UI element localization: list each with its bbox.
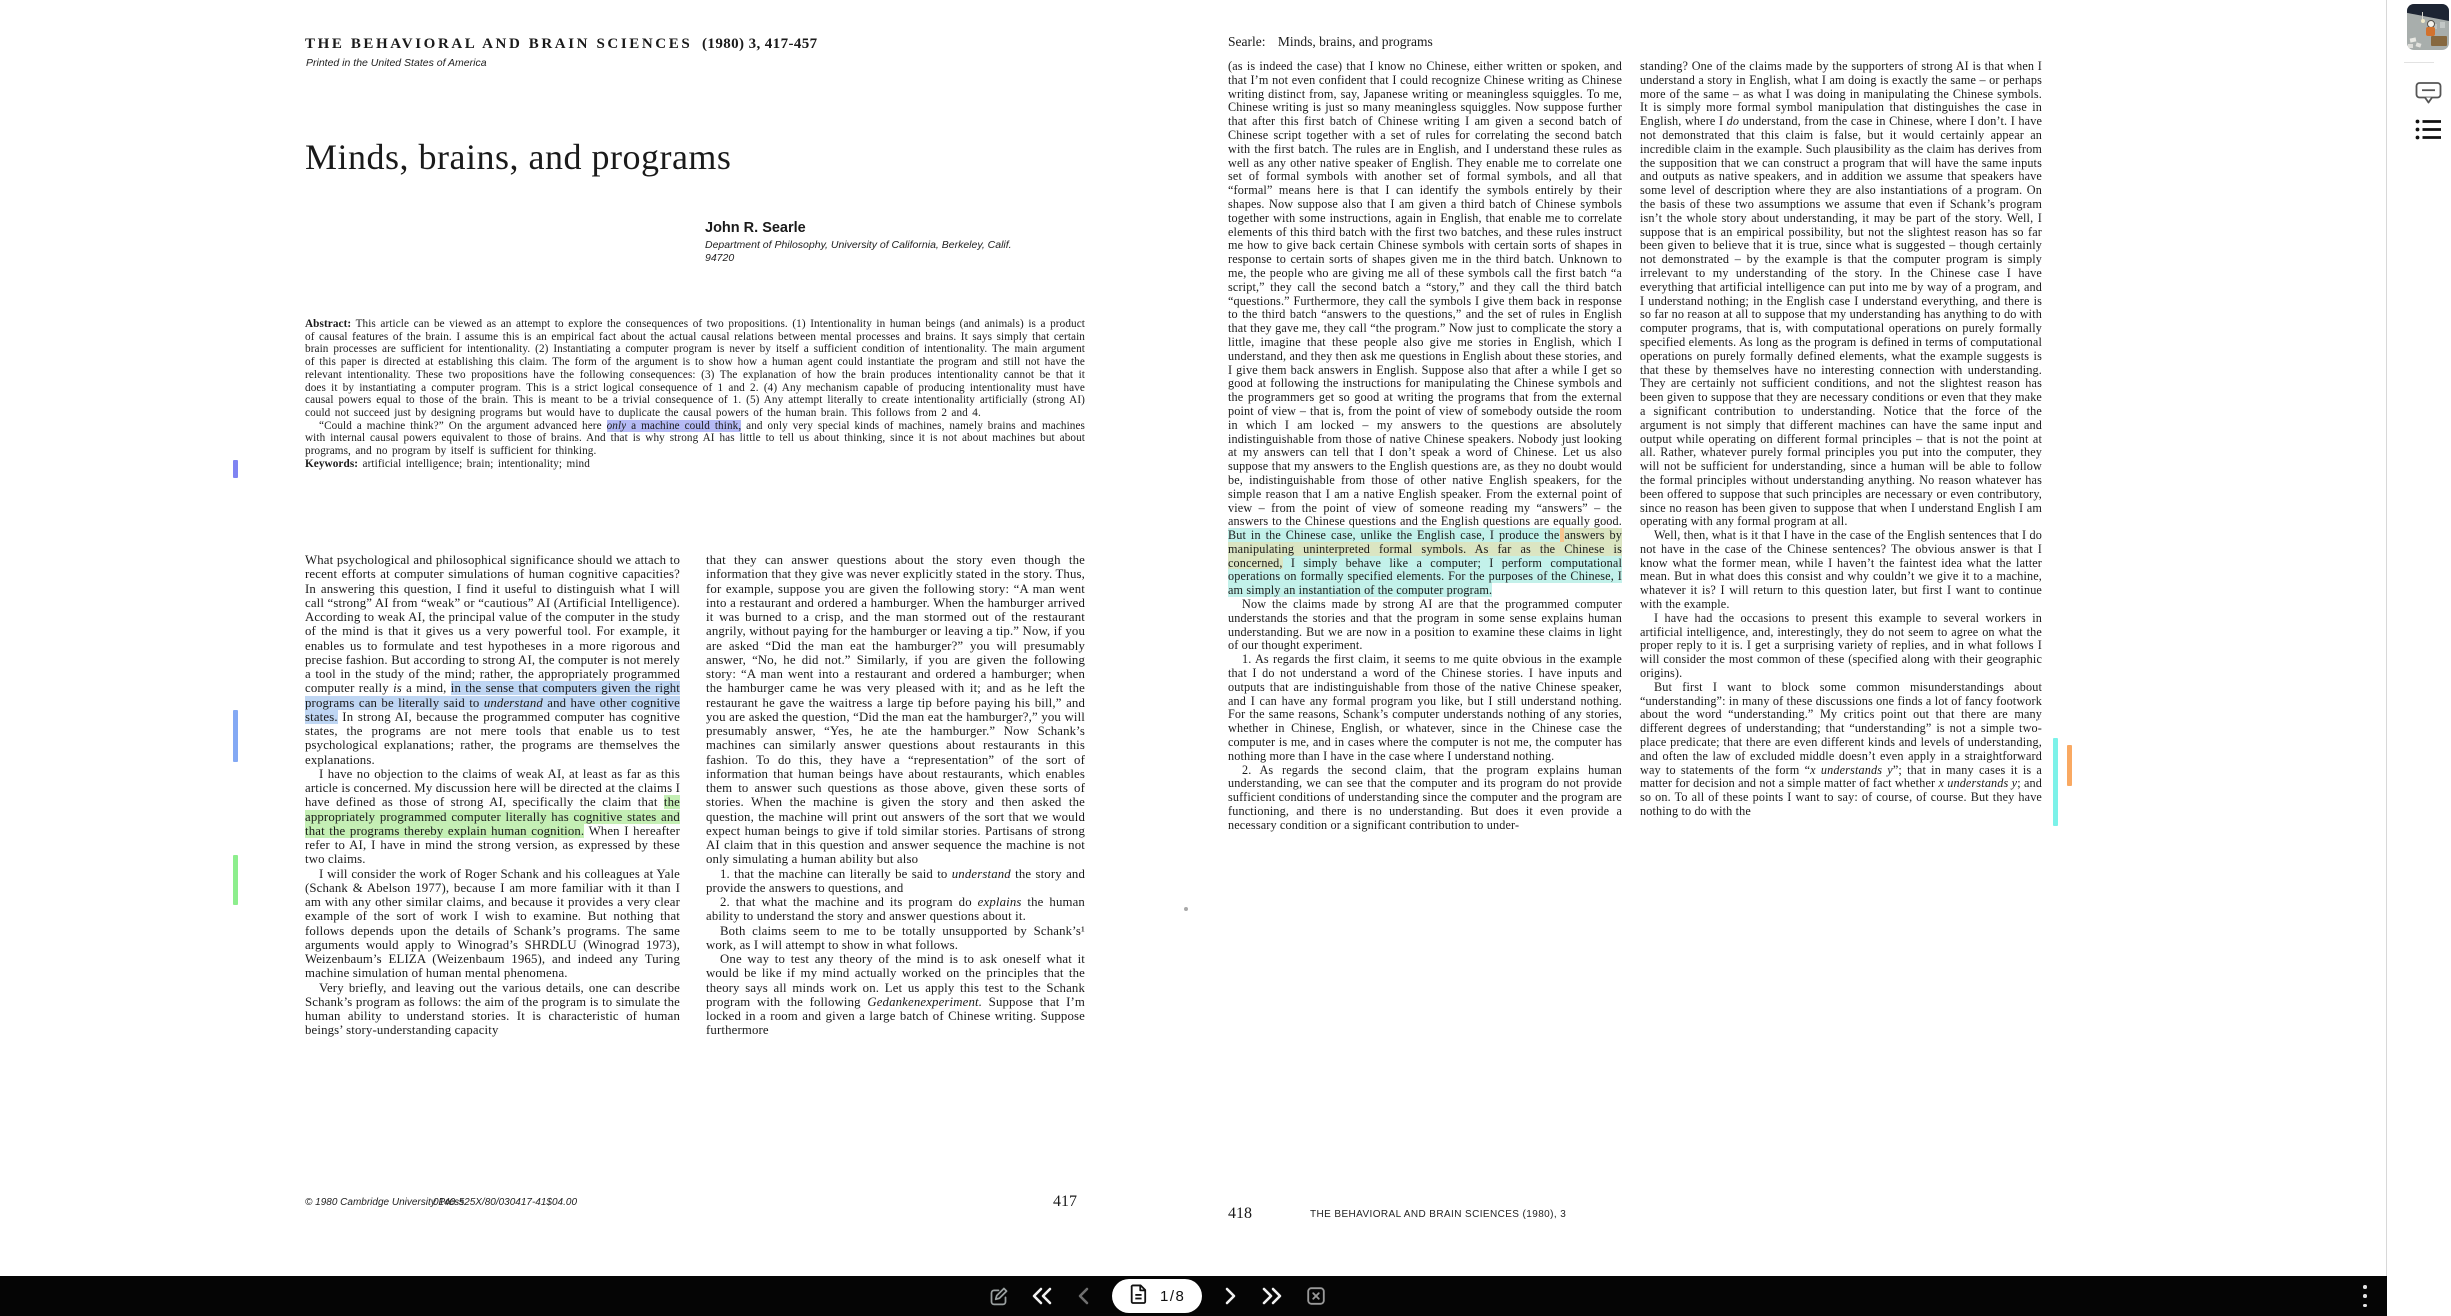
text-run: Gedankenexperiment. — [867, 994, 983, 1009]
paragraph — [706, 924, 1085, 953]
journal-header — [305, 36, 818, 53]
paragraph — [305, 553, 680, 767]
copyright-notice: © 1980 Cambridge University Press — [305, 1197, 465, 1208]
text-highlight-blue[interactable]: understand — [483, 695, 543, 710]
text-run: But first I want to block some common misunderstandings about “understanding”: in many of these discussions one finds a lot of fancy footwork about the word “understanding.” My critics point out that there are many different degrees of understanding; that “understanding” is not a simple two-place predicate; that there are even different kinds and levels of understanding, and often the law of excluded middle doesn’t even apply in a straightforward way to statements of the form “ — [1640, 679, 2042, 777]
scan-speck — [1184, 907, 1188, 911]
text-run: I have had the occasions to present this example to several workers in artificial intelligence, and, interestingly, they do not seem to agree on what the proper reply to it is. I get a surprising variety of replies, and in what follows I will consider the most common of these (specified along with their geographic origins). — [1640, 610, 2042, 681]
text-run: 2. that what the machine and its program do — [720, 895, 978, 909]
journal-issue: (1980) 3, 417-457 — [702, 36, 818, 52]
text-run: standing? One of the claims made by the supporters of strong AI is that when I understand a story in English, what I am doing is exactly the same – or perhaps more of the same – as what I was doing in manipulating the Chinese symbols. It is simply more formal symbol manipulation that distinguishes the case in English, where I — [1640, 59, 2042, 129]
page-document-icon — [1129, 1284, 1147, 1309]
document-page-417 — [305, 0, 1085, 1240]
paragraph — [1228, 598, 1622, 653]
margin-mark-cyan[interactable] — [2053, 738, 2058, 826]
comment-icon[interactable] — [2415, 80, 2442, 111]
text-run: Keywords: — [305, 457, 359, 470]
text-highlight-violet[interactable]: only — [606, 419, 627, 432]
article-title: Minds, brains, and programs — [305, 137, 732, 177]
text-run: understand, from the case in Chinese, where I don’t. I have not demonstrated that this claim is false, but it would certainly appear an incredible claim in the example. Such plausibility as the claim has derives from the supposition that we can construct a program that will have the same inputs and outputs as native speakers, and in addition we assume that speakers have some level of description where they are also instantiations of a program. On the basis of these two assumptions we assume that even if Schank’s program isn’t the whole story about understanding, it may be part of the story. Well, I suppose that is an empirical possibility, but not the slightest reason has so far been given to believe that it is true, since what is suggested – though certainly not demonstrated – by the example is that the computer program is simply irrelevant to my understanding of the story. In the Chinese case I have everything that artificial intelligence can put into me by way of a program, and I understand nothing; in the English case I understand everything, and there is so far no reason at all to suppose that my understanding has anything to do with computer programs, that is, with computational operations on purely formally specified elements. As long as the program is defined in terms of computational operations on purely formally defined elements, what the example suggests is that these by themselves have no interesting connection with understanding. They are certainly not sufficient conditions, and not the slightest reason has been given to suppose that they are necessary conditions or even that they make a significant contribution to understanding. Notice that the force of the argument is not simply that different machines can have the same input and output while operating on different formal principles – that is not the point at all. Rather, whatever purely formal principles you put into the computer, they will not be sufficient for understanding, since a human will be able to follow the formal principles without understanding anything. No reason whatever has been offered to suppose that such principles are necessary or even contributory, since no reason has been given to suppose that when I understand English I am operating with any formal program at all. — [1640, 114, 2043, 529]
text-run: a mind, — [401, 681, 451, 696]
text-run: that they can answer questions about the story even though the information that they give was never explicitly stated in the story. Thus, for example, suppose you are given the following story: “A man went into a restaurant and ordered a hamburger. When the hamburger arrived it was burned to a crisp, and the man stormed out of the restaurant angrily, without paying for the hamburger or leaving a tip.” Now, if you are asked “Did the man eat the hamburger?” you will presumably answer, “No, he did not.” Similarly, if you are given the following story: “A man went into a restaurant and ordered a hamburger; when the hamburger came he was very pleased with it; and as he left the restaurant he gave the waitress a large tip before paying his bill,” and you are asked the question, “Did the man eat the hamburger?,” you will presumably answer, “Yes, he ate the hamburger.” Now Schank’s machines can similarly answer questions about restaurants in this fashion. To do this, they have a “representation” of the sort of information that human beings have about restaurants, which enables them to answer such questions as those above, given these sorts of stories. When the machine is given the story and then asked the question, the machine will print out answers of the sort that we would expect human beings to give if told similar stories. Partisans of strong AI claim that in this question and answer sequence the machine is not only simulating a human ability but also — [706, 553, 1085, 867]
text-run: is — [393, 681, 402, 696]
paragraph — [1640, 60, 2042, 529]
text-highlight-blue[interactable]: in the sense that computers given the right programs can be literally said to — [305, 681, 680, 710]
column-2 — [706, 553, 1085, 1038]
text-run: understand — [951, 866, 1011, 881]
thumbnail-paper — [2410, 37, 2417, 42]
paragraph — [706, 553, 1085, 867]
text-run: Now the claims made by strong AI are that the programmed computer understands the stories and that the program in some sense explains human understanding. But we are now in a position to examine these claims in light of our thought experiment. — [1228, 597, 1622, 653]
abstract-block — [305, 318, 1085, 470]
text-run: In strong AI, because the programmed computer has cognitive states, the programs are not mere tools that enable us to test psychological explanations; rather, the programs are themselves the explanations. — [305, 709, 680, 767]
paragraph — [305, 767, 680, 867]
text-run: Suppose that I’m locked in a room and given a large batch of Chinese writing. Suppose furthermore — [706, 994, 1085, 1038]
first-page-icon[interactable] — [1030, 1286, 1054, 1306]
paragraph — [1640, 681, 2042, 819]
paragraph — [706, 895, 1085, 924]
thumbnail-person-body — [2426, 27, 2435, 36]
viewer-toolbar — [0, 1276, 2387, 1316]
close-icon[interactable] — [1305, 1285, 1327, 1307]
issn-code: 0140-525X/80/030417-41$04.00 — [433, 1197, 578, 1208]
author-block — [705, 220, 1012, 265]
text-run: x understands y — [1938, 776, 2018, 791]
text-run: Well, then, what is it that I have in the case of the English sentences that I do not have in the case of the Chinese sentences? The obvious answer is that I know what the former mean, while I haven’t the faintest idea what the latter mean. But in what does this consist and why couldn’t we give it to a machine, whatever it is? I will return to this question later, but first I want to continue with the example. — [1640, 528, 2042, 612]
thumbnail-ceiling — [2407, 4, 2449, 21]
paragraph — [1228, 653, 1622, 763]
text-run: the story and provide the answers to questions, and — [706, 866, 1085, 895]
paragraph — [706, 867, 1085, 896]
text-highlight-cyan[interactable]: But in the Chinese case, unlike the English case, I produce the — [1228, 528, 1565, 543]
paragraph — [305, 867, 680, 981]
journal-name: THE BEHAVIORAL AND BRAIN SCIENCES — [305, 36, 693, 52]
list-outline-icon[interactable] — [2415, 118, 2442, 146]
text-run: artificial intelligence; brain; intentionality; mind — [358, 457, 590, 470]
thumbnail-paper — [2408, 44, 2413, 48]
page-footer-418 — [1228, 1205, 2043, 1231]
text-highlight-overlap[interactable]: answers by manipulating uninterpreted formal symbols. As far as the Chinese is concerned, — [1228, 528, 1622, 570]
text-run: (as is indeed the case) that I know no Chinese, either written or spoken, and that I’m not even confident that I could recognize Chinese writing as Chinese writing distinct from, say, Japanese writing or meaningless squiggles. To me, Chinese writing is just so many meaningless squiggles. Now suppose further that after this first batch of Chinese writing I am given a second batch of Chinese script together with a set of rules for correlating the second batch with the first batch. The rules are in English, and I understand these rules as well as any other native speaker of English. They enable me to correlate one set of formal symbols with another set of formal symbols, and all that “formal” means here is that I can identify the symbols entirely by their shapes. Now suppose also that I am given a third batch of Chinese symbols together with some instructions, again in English, that enable me to correlate elements of this third batch with the first two batches, and these rules instruct me how to give back certain Chinese symbols with certain sorts of shapes in response to certain sorts of shapes given me in the third batch. Unknown to me, the people who are giving me all of these symbols call the first batch “a script,” they call the second batch a “story,” and they call the third batch “questions.” Furthermore, they call the symbols I give them back in response to the third batch “answers to the questions,” and the set of rules in English that they gave me, they call “the program.” Now just to complicate the story a little, imagine that these people also give me stories in English, which I understand, and they then ask me questions in English about these stories, and I give them back answers in English. Suppose also that after a while I get so good at following the instructions for manipulating the Chinese symbols and the programmers get so good at writing the programs that from the external point of view – that is, from the point of view of somebody outside the room in which I am locked – my answers to the questions are absolutely indistinguishable from those of native Chinese speakers. Nobody just looking at my answers can tell that I don’t speak a word of Chinese. Let us also suppose that my answers to the English questions are, as they no doubt would be, indistinguishable from those of other native English speakers, for the simple reason that I am a native English speaker. From the external point of view – from the point of view of someone reading my “answers” – the answers to the Chinese questions and the English questions are equally good. — [1228, 59, 1622, 529]
page-number-418: 418 — [1228, 1205, 1252, 1222]
text-run: This article can be viewed as an attempt to explore the consequences of two propositions. (1) Intentionality in human beings (and animals) is a product of causal features of the brain. I assume this is an empirical fact about the actual causal relations between mental processes and brains. It says simply that certain brain processes are sufficient for intentionality. (2) Instantiating a computer program is never by itself a sufficient condition of intentionality. The main argument of this paper is directed at establishing this claim. The form of the argument is to show how a human agent could instantiate the program and still not have the relevant intentionality. These two propositions have the following consequences: (3) The explanation of how the brain produces intentionality cannot be that it does it by instantiating a computer program. This is a strict logical consequence of 1 and 2. (4) Any mechanism capable of producing intentionality must have causal powers equal to those of the brain. This is meant to be a trivial consequence of 1. (5) Any attempt literally to create intentionality artificially (strong AI) could not succeed just by designing programs but would have to duplicate the causal powers of the human brain. This follows from 2 and 4. — [305, 318, 1085, 419]
edit-icon[interactable] — [988, 1286, 1009, 1307]
text-run: and only very special kinds of machines, namely brains and machines with internal causal powers equivalent to those of brains. And that is why strong AI has little to tell us about thinking, since it is not about machines but about programs, and no program by itself is sufficient for thinking. — [305, 419, 1086, 458]
annotation-sidebar — [2386, 0, 2451, 1316]
text-run: explains — [977, 895, 1022, 909]
overflow-menu-icon[interactable] — [2362, 1285, 2368, 1307]
sidebar-divider — [2404, 62, 2434, 63]
paragraph — [1640, 612, 2042, 681]
text-run: Both claims seem to me to be totally unsupported by Schank’s¹ work, as I will attempt to show in what follows. — [706, 923, 1085, 952]
thumbnail-paper — [2416, 42, 2422, 47]
author-name: John R. Searle — [705, 220, 806, 236]
text-run: I will consider the work of Roger Schank and his colleagues at Yale (Schank & Abelson 1977), because I am more familiar with it than I am with any other similar claims, and because it provides a very clear example of the sort of work I wish to examine. But nothing that follows depends upon the details of Schank’s programs. The same arguments would apply to Winograd’s SHRDLU (Winograd 1973), Weizenbaum’s ELIZA (Weizenbaum 1965), and indeed any Turing machine simulation of human mental phenomena. — [305, 866, 680, 981]
paragraph — [305, 318, 1085, 420]
text-run: “Could a machine think?” On the argument advanced here — [319, 419, 607, 432]
text-run: the human ability to understand the story and answer questions about it. — [706, 895, 1085, 924]
illustration-thumbnail[interactable] — [2407, 4, 2449, 50]
running-header-author: Searle: — [1228, 34, 1266, 49]
text-run: do — [1726, 114, 1740, 129]
text-run: x understands y — [1810, 762, 1893, 777]
column-2 — [1640, 60, 2042, 833]
text-highlight-violet[interactable]: a machine could think, — [626, 419, 742, 432]
text-highlight-green[interactable]: the appropriately programmed computer literally has cognitive states and that the programs thereby explain human cognition. — [305, 795, 680, 838]
previous-page-icon[interactable] — [1075, 1286, 1091, 1306]
margin-mark-orange[interactable] — [2067, 745, 2072, 786]
thumbnail-picture — [2440, 22, 2445, 28]
keywords-line — [305, 458, 1085, 471]
text-run: ”; that in many cases it is a matter for decision and not a simple matter of fact whether — [1640, 762, 2042, 791]
affiliation-line1: Department of Philosophy, University of California, Berkeley, Calif. — [705, 239, 1012, 251]
thumbnail-desk — [2431, 36, 2447, 46]
text-run: 1. that the machine can literally be said to — [720, 866, 952, 881]
column-1 — [1228, 60, 1622, 833]
document-page-418 — [1228, 0, 2043, 1240]
paragraph — [305, 420, 1085, 458]
text-run: I have no objection to the claims of weak AI, at least as far as this article is concerned. My discussion here will be directed at the claims I have defined as those of strong AI, specifically the claim that — [305, 766, 680, 810]
thumbnail-bulb — [2421, 19, 2425, 23]
text-run: What psychological and philosophical significance should we attach to recent efforts at computer simulations of human cognitive capacities? In answering this question, I find it useful to distinguish what I will call “strong” AI from “weak” or “cautious” AI (Artificial Intelligence). According to weak AI, the principal value of the computer in the study of the mind is that it gives us a very powerful tool. For example, it enables us to formulate and test hypotheses in a more rigorous and precise fashion. But according to strong AI, the computer is not merely a tool in the study of the mind; rather, the appropriately programmed computer really — [305, 553, 680, 696]
running-header — [1228, 34, 1433, 50]
last-page-icon[interactable] — [1260, 1286, 1284, 1306]
text-run: Very briefly, and leaving out the various details, one can describe Schank’s program as follows: the aim of the program is to simulate the human ability to understand stories. It is characteristic of human beings’ story-understanding capacity — [305, 980, 680, 1038]
text-run: ; and so on. To all of these points I want to say: of course, of course. But they have nothing to do with the — [1640, 776, 2042, 819]
paragraph — [1640, 529, 2042, 612]
margin-mark-blue[interactable] — [233, 710, 238, 762]
footer-journal-name: THE BEHAVIORAL AND BRAIN SCIENCES (1980), 3 — [1310, 1209, 1567, 1220]
abstract-paragraphs — [305, 318, 1085, 458]
text-run: One way to test any theory of the mind is to ask oneself what it would be like if my mind actually worked on the principles that the theory says all minds work on. Let us apply this test to the Schank program with the following — [706, 952, 1085, 1009]
body-columns-418 — [1228, 60, 2042, 833]
author-affiliation — [705, 239, 1012, 265]
column-1 — [305, 553, 680, 1038]
text-run: Abstract: — [305, 318, 352, 330]
margin-mark-green[interactable] — [233, 855, 238, 905]
printed-in-note: Printed in the United States of America — [306, 57, 487, 69]
body-columns-417 — [305, 553, 1085, 1038]
margin-mark-violet[interactable] — [233, 460, 238, 478]
page-footer-417 — [305, 1193, 1085, 1219]
page-indicator: 1/8 — [1160, 1287, 1186, 1305]
affiliation-line2: 94720 — [705, 252, 735, 264]
paragraph — [706, 952, 1085, 1038]
running-header-title: Minds, brains, and programs — [1277, 34, 1433, 49]
text-run: 1. As regards the first claim, it seems to me quite obvious in the example that I do not understand a word of the Chinese stories. I have inputs and outputs that are indistinguishable from those of the native Chinese speaker, and I can have any formal program you like, but I still understand nothing. For the same reasons, Schank’s computer understands nothing of any stories, whether in Chinese, English, or whatever, since in the Chinese case the computer is me, and in cases where the computer is not me, the computer has nothing more than I have in the case where I understand nothing. — [1228, 652, 1622, 763]
page-indicator-pill[interactable] — [1112, 1279, 1202, 1313]
paragraph — [305, 981, 680, 1038]
text-run: 2. As regards the second claim, that the program explains human understanding, we can see that the computer and its program do not provide sufficient conditions of understanding since the computer and the program are functioning, and there is no understanding. But does it even provide a necessary condition or a significant contribution to under- — [1228, 762, 1622, 832]
text-highlight-cyan[interactable]: I simply behave like a computer; I perform computational operations on formally specified elements. For the purposes of the Chinese, I am simply an instantiation of the computer program. — [1228, 555, 1622, 598]
paragraph — [1228, 60, 1622, 598]
toolbar-controls — [988, 1276, 1327, 1316]
next-page-icon[interactable] — [1223, 1286, 1239, 1306]
paragraph — [1228, 764, 1622, 833]
page-number-417: 417 — [1053, 1193, 1077, 1210]
text-highlight-blue[interactable]: and have other cognitive states. — [305, 695, 681, 724]
text-run: When I hereafter refer to AI, I have in mind the strong version, as expressed by these two claims. — [305, 823, 680, 867]
